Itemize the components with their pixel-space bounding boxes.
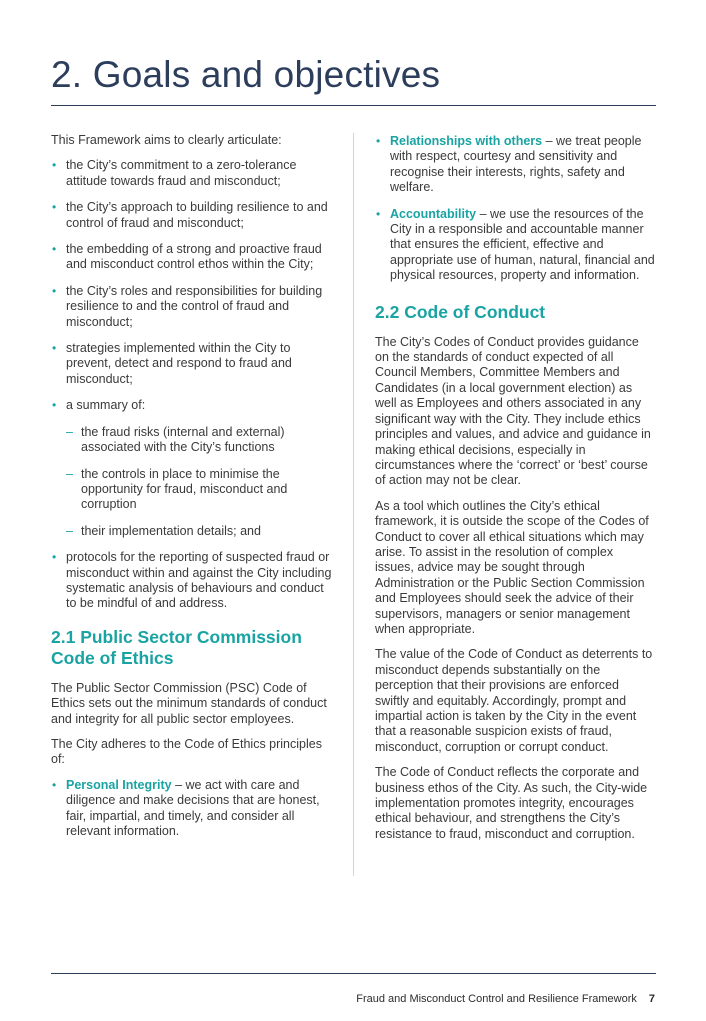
paragraph: The value of the Code of Conduct as deterrents to misconduct depends substantially on the perception that their provisions are enforced swiftly and equitably. Accordingly, prompt and impartial action is taken by the City in the event that a reasonable suspicion exists of fraud, misconduct, corruption or corrupt conduct. — [375, 647, 653, 754]
summary-label: a summary of: — [66, 398, 146, 413]
list-item: • the City’s approach to building resilience to and control of fraud and misconduct; — [51, 200, 334, 231]
left-column — [51, 133, 334, 850]
page-title: 2. Goals and objectives — [51, 54, 441, 95]
section-heading-2-2: 2.2 Code of Conduct — [375, 301, 546, 322]
principle-item — [51, 778, 334, 840]
list-item: • protocols for the reporting of suspected fraud or misconduct within and against the City including systematic analysis of behaviours and conduct to be mindful of and address. — [51, 550, 334, 612]
sublist-item: – their implementation details; and — [66, 524, 334, 539]
page-number: 7 — [648, 993, 655, 1005]
paragraph: The Public Sector Commission (PSC) Code of Ethics sets out the minimum standards of conduct and integrity for all public sector employees. — [51, 680, 327, 726]
paragraph: As a tool which outlines the City’s ethical framework, it is outside the scope of the Codes of Conduct to cover all ethical situations which may arise. To assist in the resolution of complex issues, advice may be sought through Administration or the Public Section Commission and Employees should seek the advice of their supervisors, managers or senior management when appropriate. — [375, 498, 649, 636]
principle-text: – we use the resources of the City in a responsible and accountable manner that ensures the efficient, effective and appropriate use of human, natural, financial and physical resources, property and information. — [390, 206, 655, 283]
aims-list — [51, 158, 334, 611]
column-divider — [353, 133, 354, 876]
footer-document-title: Fraud and Misconduct Control and Resilience Framework — [356, 993, 637, 1005]
paragraph: The City’s Codes of Conduct provides guidance on the standards of conduct expected of all Council Members, Committee Members and Candidates (in a local government election) as well as Employees and others associated in any significant way with the City. They include ethics principles and values, and advice and guidance in making ethical decisions, especially in circumstances where the ‘correct’ or ‘best’ course of action may not be clear. — [375, 334, 651, 488]
list-item: • the embedding of a strong and proactive fraud and misconduct control ethos within the City; — [51, 242, 334, 273]
paragraph: The Code of Conduct reflects the corporate and business ethos of the City. As such, the City-wide implementation promotes integrity, encourages ethical behaviour, and strengthens the City’s resistance to fraud, misconduct and corruption. — [375, 765, 648, 841]
summary-sublist — [66, 425, 334, 539]
list-item: • the City’s commitment to a zero-tolerance attitude towards fraud and misconduct; — [51, 158, 334, 189]
principle-text: – we act with care and diligence and make decisions that are honest, fair, impartial, and timely, and consider all relevant information. — [66, 777, 320, 838]
principle-label: Personal Integrity — [66, 777, 172, 792]
footer-divider — [51, 973, 656, 974]
principle-text: – we treat people with respect, courtesy and sensitivity and recognise their interests, rights, safety and welfare. — [390, 134, 642, 195]
principle-label: Accountability — [390, 206, 477, 221]
principle-item — [375, 207, 655, 284]
list-item: • the City’s roles and responsibilities for building resilience to and the control of fraud and misconduct; — [51, 284, 334, 330]
title-divider — [51, 105, 656, 106]
sublist-item: – the fraud risks (internal and external) associated with the City’s functions — [66, 425, 334, 456]
principle-label: Relationships with others — [390, 134, 543, 148]
list-item-summary — [51, 398, 334, 539]
section-heading-2-1: 2.1 Public Sector Commission Code of Ethics — [51, 626, 302, 668]
principle-item — [375, 134, 655, 196]
page-footer — [356, 993, 655, 1005]
intro-text: This Framework aims to clearly articulate: — [51, 133, 282, 147]
paragraph: The City adheres to the Code of Ethics principles of: — [51, 736, 322, 767]
principles-list — [51, 778, 334, 840]
sublist-item: – the controls in place to minimise the opportunity for fraud, misconduct and corruption — [66, 467, 334, 513]
list-item: • strategies implemented within the City to prevent, detect and respond to fraud and misconduct; — [51, 341, 334, 387]
principles-list-continued — [375, 134, 655, 284]
right-column — [375, 134, 655, 852]
